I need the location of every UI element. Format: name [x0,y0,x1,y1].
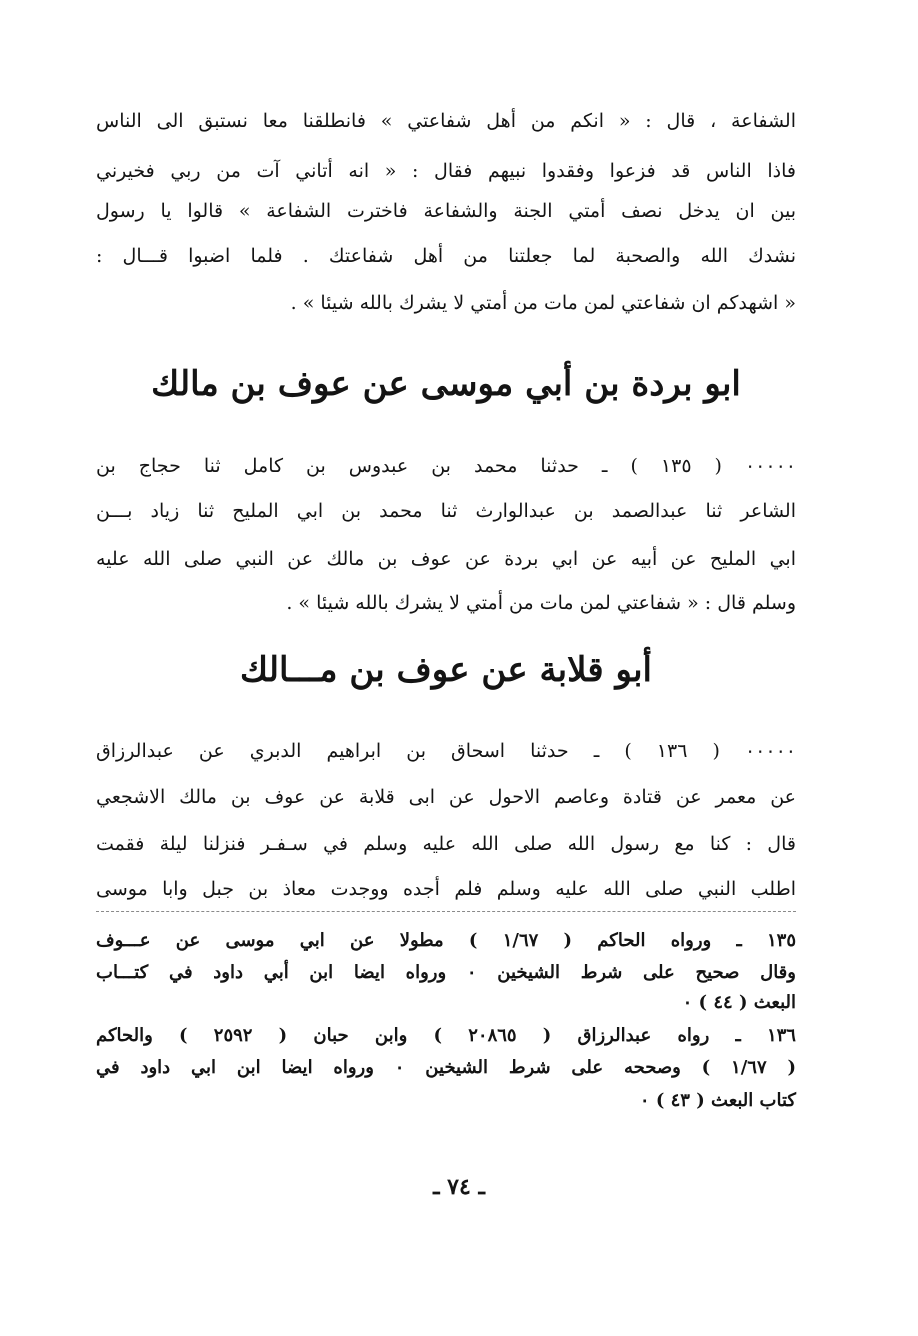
footnote-line: كتاب البعث ( ٤٣ ) ٠ [639,1090,796,1111]
section-heading: ابو بردة بن أبي موسى عن عوف بن مالك [151,364,741,404]
footnote-separator [96,911,796,912]
footnote-line: ( ١/٦٧ ) وصححه على شرط الشيخين ٠ ورواه ايضا ابن ابي داود في [96,1057,796,1078]
text-line: فاذا الناس قد فزعوا وفقدوا نبيهم فقال : « انه أتاني آت من ربي فخيرني [96,160,796,182]
text-line: قال : كنا مع رسول الله صلى الله عليه وسلم في سـفـر فنزلنا ليلة فقمت [96,833,796,855]
book-page [96,96,796,1276]
page-number: ـ ٧٤ ـ [433,1174,485,1200]
footnote-line: البعث ( ٤٤ ) ٠ [682,992,796,1013]
text-line: الشاعر ثنا عبدالصمد بن عبدالوارث ثنا محمد بن ابي المليح ثنا زياد بـــن [96,500,796,522]
footnote-line: ١٣٥ ـ ورواه الحاكم ( ١/٦٧ ) مطولا عن ابي موسى عن عـــوف [96,930,796,951]
text-line: عن معمر عن قتادة وعاصم الاحول عن ابى قلابة عن عوف بن مالك الاشجعي [96,786,796,808]
footnote-line: ١٣٦ ـ رواه عبدالرزاق ( ٢٠٨٦٥ ) وابن حبان ( ٢٥٩٢ ) والحاكم [96,1025,796,1046]
text-line: اطلب النبي صلى الله عليه وسلم فلم أجده ووجدت معاذ بن جبل وابا موسى [96,878,796,900]
section-heading: أبو قلابة عن عوف بن مـــالك [240,650,652,690]
footnote-line: وقال صحيح على شرط الشيخين ٠ ورواه ايضا ابن أبي داود في كتـــاب [96,962,796,983]
text-line: بين ان يدخل نصف أمتي الجنة والشفاعة فاخترت الشفاعة » قالوا يا رسول [96,200,796,222]
text-line: ابي المليح عن أبيه عن ابي بردة عن عوف بن مالك عن النبي صلى الله عليه [96,548,796,570]
text-line: الشفاعة ، قال : « انكم من أهل شفاعتي » فانطلقنا معا نستبق الى الناس [96,110,796,132]
text-line: نشدك الله والصحبة لما جعلتنا من أهل شفاعتك . فلما اضبوا قـــال : [96,245,796,267]
text-line: ٠٠٠٠٠ ( ١٣٥ ) ـ حدثنا محمد بن عبدوس بن كامل ثنا حجاج بن [96,455,796,477]
text-line: ٠٠٠٠٠ ( ١٣٦ ) ـ حدثنا اسحاق بن ابراهيم الدبري عن عبدالرزاق [96,740,796,762]
text-line: « اشهدكم ان شفاعتي لمن مات من أمتي لا يشرك بالله شيئا » . [290,292,796,314]
text-line: وسلم قال : « شفاعتي لمن مات من أمتي لا يشرك بالله شيئا » . [286,592,796,614]
